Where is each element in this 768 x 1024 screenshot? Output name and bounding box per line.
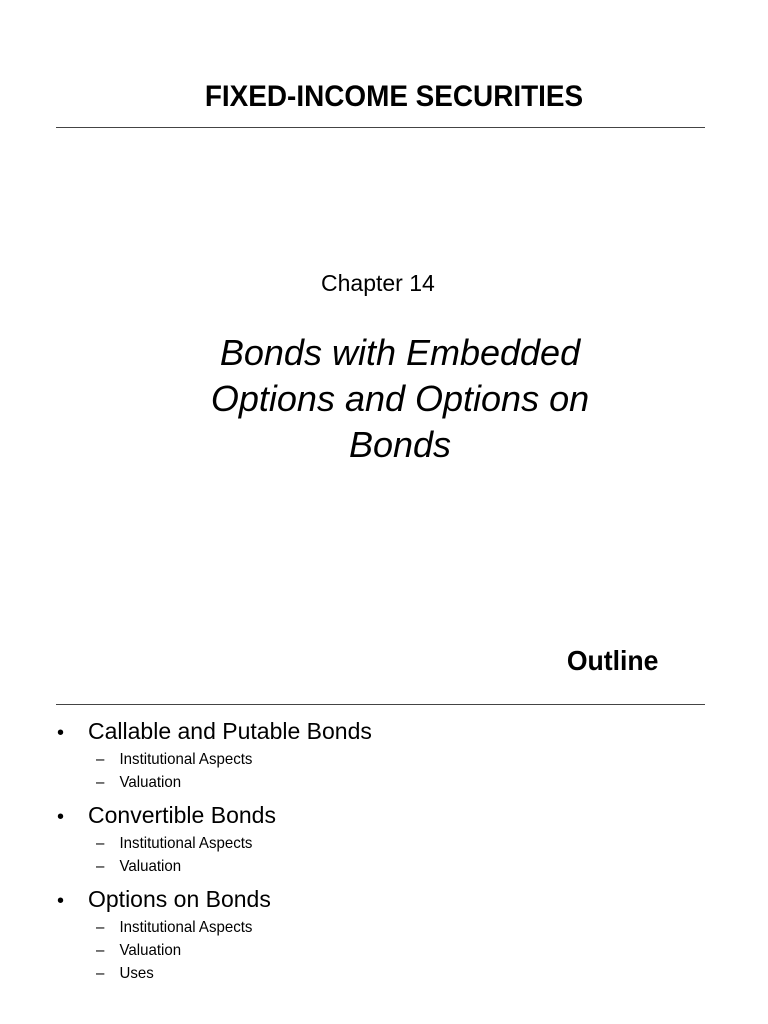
outline-item-label: Convertible Bonds xyxy=(88,802,276,828)
dash-icon: – xyxy=(96,965,105,982)
chapter-title-line: Bonds with Embedded xyxy=(219,332,581,373)
chapter-title-line: Options and Options on xyxy=(210,378,590,419)
outline-subitem-label: Institutional Aspects xyxy=(119,835,253,852)
outline-item xyxy=(57,884,657,985)
chapter-title-line: Bonds xyxy=(348,424,452,465)
outline-subitem-label: Institutional Aspects xyxy=(119,919,253,936)
outline-sublist xyxy=(57,916,657,985)
outline-divider xyxy=(56,704,705,705)
outline-subitem xyxy=(96,855,623,878)
outline-subitem-label: Valuation xyxy=(119,942,182,959)
dash-icon: – xyxy=(96,774,105,791)
bullet-icon: • xyxy=(57,890,65,912)
outline-subitem xyxy=(96,939,623,962)
outline-item-label: Callable and Putable Bonds xyxy=(88,718,372,744)
outline-subitem-label: Valuation xyxy=(119,858,182,875)
outline-subitem-label: Uses xyxy=(119,965,154,982)
dash-icon: – xyxy=(96,835,105,852)
chapter-label: Chapter 14 xyxy=(321,270,435,296)
dash-icon: – xyxy=(96,858,105,875)
outline-subitem xyxy=(96,748,623,771)
bullet-icon: • xyxy=(57,806,65,828)
title-divider xyxy=(56,127,705,128)
page-title: FIXED-INCOME SECURITIES xyxy=(204,80,584,113)
outline-item xyxy=(57,716,657,794)
outline-item xyxy=(57,800,657,878)
outline-subitem-label: Institutional Aspects xyxy=(119,751,253,768)
outline-subitem xyxy=(96,771,623,794)
dash-icon: – xyxy=(96,751,105,768)
dash-icon: – xyxy=(96,919,105,936)
outline-sublist xyxy=(57,748,657,794)
outline-subitem-label: Valuation xyxy=(119,774,182,791)
bullet-icon: • xyxy=(57,722,65,744)
outline-list xyxy=(57,716,657,991)
outline-subitem xyxy=(96,962,623,985)
outline-subitem xyxy=(96,916,623,939)
outline-subitem xyxy=(96,832,623,855)
outline-sublist xyxy=(57,832,657,878)
chapter-title xyxy=(170,330,630,468)
outline-item-label: Options on Bonds xyxy=(88,886,271,912)
outline-heading: Outline xyxy=(566,645,658,676)
dash-icon: – xyxy=(96,942,105,959)
